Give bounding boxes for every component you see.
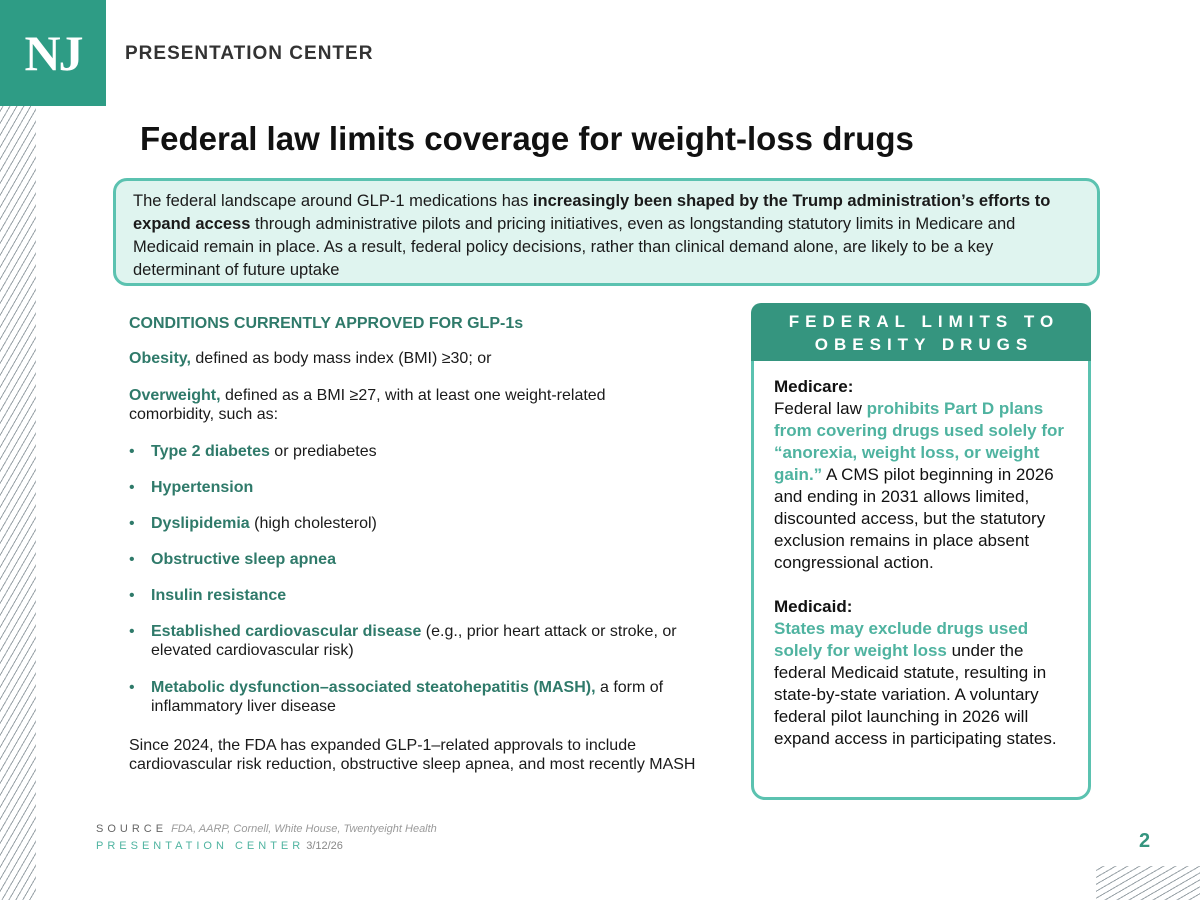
summary-text-2: through administrative pilots and pricing initiatives, even as longstanding statutory limits in Medicare and Medicaid remain in place. As a result, federal policy decisions, rather than clinical demand alone, are likely to be a key determinant of future uptake — [133, 215, 1016, 279]
bullet-marker: • — [129, 479, 135, 496]
bullet-marker: • — [129, 551, 135, 568]
panel-title: FEDERAL LIMITS TO OBESITY DRUGS — [751, 303, 1091, 361]
footer-date: 3/12/26 — [306, 840, 343, 852]
medicaid-label: Medicaid: — [774, 597, 853, 616]
summary-box — [113, 178, 1100, 286]
medicaid-post: under the federal Medicaid statute, resulting in state-by-state variation. A voluntary federal pilot launching in 2026 will expand access in participating states. — [774, 641, 1057, 748]
federal-limits-panel — [751, 303, 1091, 800]
footer-center-line — [96, 840, 343, 852]
summary-bold-text: increasingly been shaped by the Trump administration’s efforts to expand access — [133, 192, 1051, 233]
bullet-label: Type 2 diabetes — [151, 443, 270, 460]
bullet-text: or prediabetes — [269, 443, 377, 460]
medicare-post: A CMS pilot beginning in 2026 and ending in 2031 allows limited, discounted access, but the statutory exclusion remains in place absent congressional action. — [774, 465, 1054, 572]
summary-text-1: The federal landscape around GLP-1 medications has — [133, 192, 533, 210]
panel-body — [774, 376, 1079, 750]
bullet-text: (high cholesterol) — [249, 515, 377, 532]
overweight-definition — [129, 386, 689, 424]
list-item-cardiovascular-disease — [129, 622, 739, 660]
overweight-text: defined as a BMI ≥27, with at least one weight-related comorbidity, such as: — [129, 387, 606, 423]
nj-logo — [0, 0, 106, 106]
list-item-mash — [129, 678, 739, 716]
presentation-center-label: PRESENTATION CENTER — [125, 43, 374, 64]
bullet-label: Metabolic dysfunction–associated steatohepatitis (MASH), — [151, 679, 596, 696]
medicare-pre: Federal law — [774, 399, 867, 418]
bullet-marker: • — [129, 587, 135, 604]
overweight-label: Overweight, — [129, 387, 221, 404]
left-hatch-decoration — [0, 106, 36, 900]
conditions-heading: CONDITIONS CURRENTLY APPROVED FOR GLP-1s — [129, 315, 524, 332]
obesity-label: Obesity, — [129, 350, 191, 367]
obesity-definition — [129, 349, 739, 368]
bullet-marker: • — [129, 443, 135, 460]
list-item-type-2-diabetes — [129, 442, 739, 461]
footer-center-label: PRESENTATION CENTER — [96, 840, 305, 852]
medicare-text — [774, 398, 1079, 574]
obesity-text: defined as body mass index (BMI) ≥30; or — [190, 350, 492, 367]
list-item-hypertension — [129, 478, 739, 497]
bullet-label: Established cardiovascular disease — [151, 623, 422, 640]
bullet-label: Insulin resistance — [151, 587, 287, 604]
bullet-marker: • — [129, 679, 135, 696]
page-number: 2 — [1139, 830, 1151, 852]
bullet-label: Dyslipidemia — [151, 515, 250, 532]
bullet-label: Obstructive sleep apnea — [151, 551, 336, 568]
source-line — [96, 823, 437, 835]
medicaid-text — [774, 618, 1079, 750]
source-label: SOURCE — [96, 823, 168, 835]
list-item-insulin-resistance — [129, 586, 739, 605]
page-title: Federal law limits coverage for weight-loss drugs — [140, 120, 914, 157]
medicare-highlight: prohibits Part D plans from covering drugs used solely for “anorexia, weight loss, or weight gain.” — [774, 399, 1065, 484]
bullet-text: (e.g., prior heart attack or stroke, or elevated cardiovascular risk) — [151, 623, 677, 659]
source-text: FDA, AARP, Cornell, White House, Twentyeight Health — [171, 823, 437, 835]
logo-text: NJ — [24, 25, 82, 81]
bottom-right-hatch-decoration — [1096, 866, 1200, 900]
bullet-marker: • — [129, 515, 135, 532]
bullet-marker: • — [129, 623, 135, 640]
medicaid-highlight: States may exclude drugs used solely for weight loss — [774, 619, 1029, 660]
list-item-sleep-apnea — [129, 550, 739, 569]
bullet-label: Hypertension — [151, 479, 254, 496]
bullet-text: a form of inflammatory liver disease — [151, 679, 664, 715]
medicare-label: Medicare: — [774, 377, 854, 396]
fda-expansion-note: Since 2024, the FDA has expanded GLP-1–related approvals to include cardiovascular risk reduction, obstructive sleep apnea, and most recently MASH — [129, 737, 696, 773]
list-item-dyslipidemia — [129, 514, 739, 533]
